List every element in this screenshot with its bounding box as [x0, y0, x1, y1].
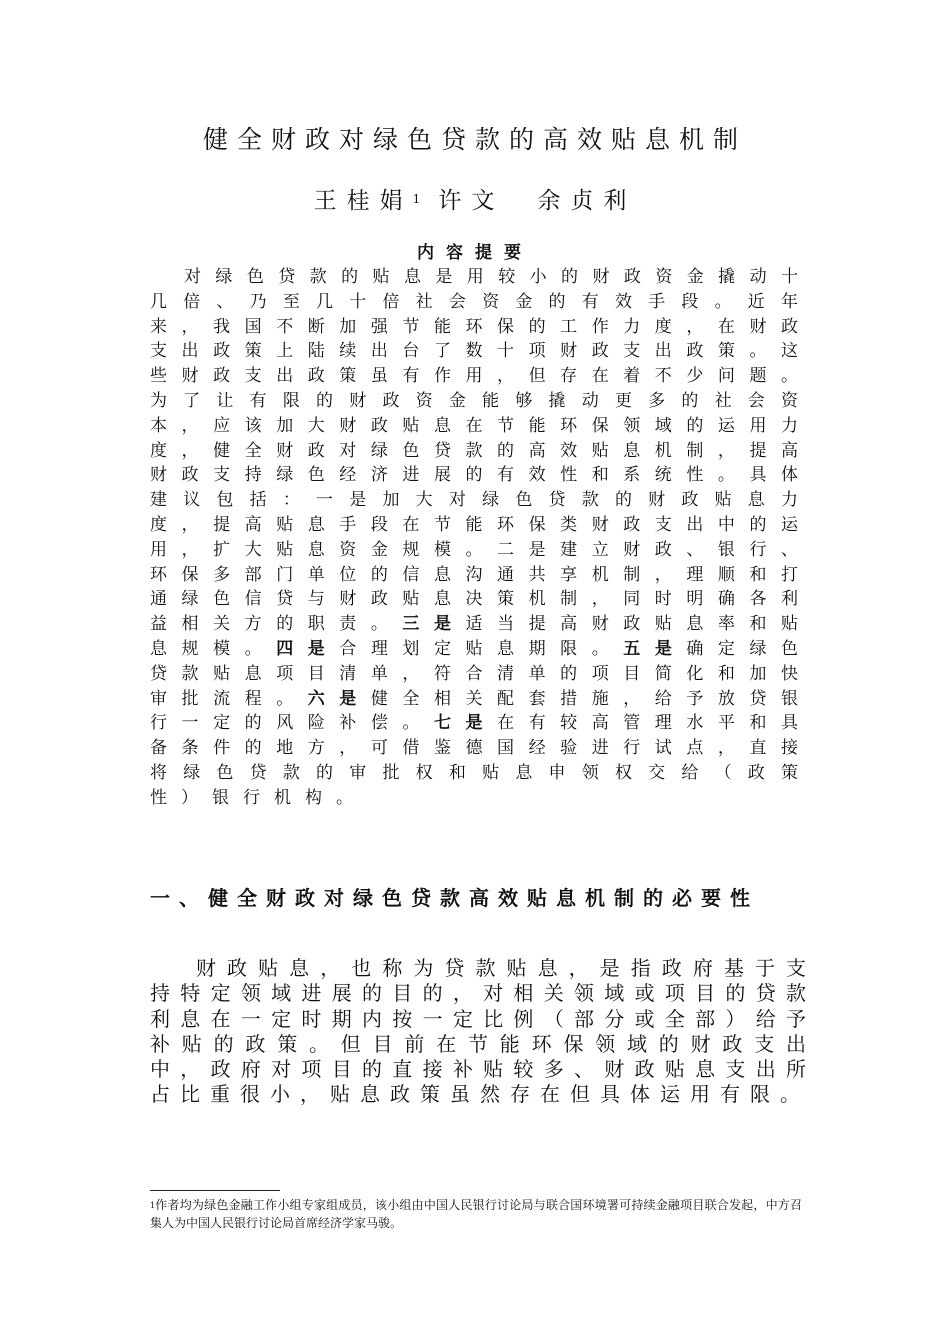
abstract-point-label: 三是	[402, 614, 466, 635]
page-title: 健全财政对绿色贷款的高效贴息机制	[202, 125, 747, 154]
co-author-names: 许文 余贞利	[438, 188, 637, 214]
abstract-text: 适当提高财政贴息率和贴息规模。	[150, 614, 813, 659]
abstract-point-label: 七是	[433, 713, 498, 734]
abstract-text: 合理划定贴息期限。	[339, 638, 624, 659]
abstract-point-label: 五是	[623, 638, 687, 659]
footnote-number: 1	[150, 1201, 156, 1210]
abstract-text: 在有较高管理水平和具备条件的地方，可借鉴德国经验进行试点，直接将绿色贷款的审批权和贴息申领权交给（政策性）银行机构。	[150, 713, 813, 808]
footnote	[150, 1196, 802, 1232]
footnote-marker[interactable]: 1	[412, 192, 421, 206]
abstract-heading: 内容提要	[417, 243, 533, 263]
abstract-text: 对绿色贷款的贴息是用较小的财政资金撬动十几倍、乃至几十倍社会资金的有效手段。近年来，我国不断加强节能环保的工作力度，在财政支出政策上陆续出台了数十项财政支出政策。这些财政支出政策虽有作用，但存在着不少问题。为了让有限的财政资金能够撬动更多的社会资本，应该加大财政贴息在节能环保领域的运用力度，健全财政对绿色贷款的高效贴息机制，提高财政支持绿色经济进展的有效性和系统性。具体建议包括：一是加大对绿色贷款的财政贴息力度，提高贴息手段在节能环保类财政支出中的运用，扩大贴息资金规模。二是建立财政、银行、环保多部门单位的信息沟通共享机制，理顺和打通绿色信贷与财政贴息决策机制，同时明确各利益相关方的职责。	[150, 267, 812, 635]
body-paragraph: 财政贴息，也称为贷款贴息，是指政府基于支持特定领域进展的目的，对相关领域或项目的贷款利息在一定时期内按一定比例（部分或全部）给予补贴的政策。但目前在节能环保领域的财政支出中，政府对项目的直接补贴较多、财政贴息支出所占比重很小，贴息政策虽然存在但具体运用有限。	[150, 956, 816, 1107]
abstract-text: 健全相关配套措施，给予放贷银行一定的风险补偿。	[150, 688, 813, 734]
abstract-paragraph	[150, 265, 812, 811]
author-name: 王桂娟	[313, 188, 413, 214]
footnote-divider	[150, 1190, 280, 1191]
abstract-point-label: 六是	[307, 688, 371, 709]
footnote-text: 作者均为绿色金融工作小组专家组成员，该小组由中国人民银行讨论局与联合国环境署可持续金融项目联合发起，中方召集人为中国人民银行讨论局首席经济学家马骏。	[150, 1198, 802, 1230]
author-line	[0, 184, 950, 218]
abstract-text: 确定绿色贷款贴息项目清单，符合清单的项目简化和加快审批流程。	[150, 638, 813, 709]
section-heading: 一、健全财政对绿色贷款高效贴息机制的必要性	[150, 886, 759, 910]
abstract-point-label: 四是	[276, 638, 340, 659]
